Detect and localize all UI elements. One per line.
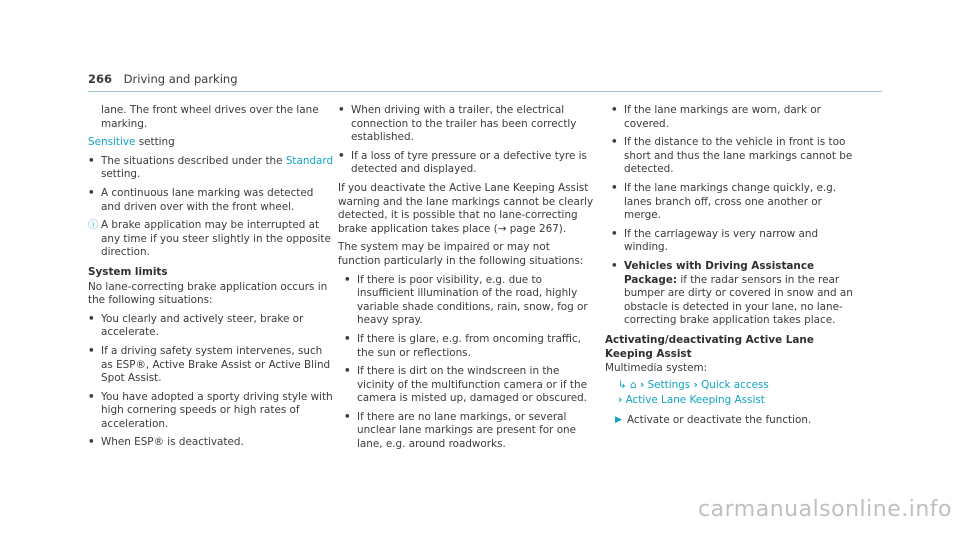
alka-link[interactable]: Active Lane Keeping Assist (625, 394, 765, 407)
page-header (88, 73, 238, 87)
list-item: • When driving with a trailer, the electrical connection to the trailer has been correctly established. (338, 104, 577, 144)
trailer-list (338, 104, 594, 177)
list-item: • If the lane markings change quickly, e.g. lanes branch off, cross one another or merge. (611, 181, 837, 222)
list-item: • When ESP® is deactivated. (88, 436, 244, 449)
list-item: • If a driving safety system intervenes, such as ESP®, Active Brake Assist or Active Blind Spot Assist. (88, 344, 331, 385)
quick-access-link[interactable]: Quick access (701, 378, 769, 391)
chevron-right-icon: › (618, 394, 623, 407)
list-item: • If a loss of tyre pressure or a defective tyre is detected and displayed. (338, 149, 587, 176)
list-item: • A continuous lane marking was detected and driven over with the front wheel. (88, 186, 314, 213)
activating-heading: Activating/deactivating Active Lane Keeping Assist (605, 333, 814, 360)
bullet-post: setting. (101, 168, 141, 181)
list-item: • If the distance to the vehicle in front is too short and thus the lane markings cannot be detected. (611, 136, 853, 176)
vehicles-text: if the radar sensors in the rear bumper are dirty or covered in snow and an obstacle is detected in your lane, no lane-correcting brake application takes place. (624, 273, 853, 327)
play-triangle-icon: ▶ (615, 414, 622, 425)
list-item: • If there is dirt on the windscreen in the vicinity of the multifunction camera or if the camera is misted up, damaged or obscured. (344, 365, 587, 405)
menu-path (605, 379, 860, 393)
list-item: • You clearly and actively steer, brake or accelerate. (88, 312, 304, 339)
info-note (88, 219, 336, 260)
standard-link[interactable]: Standard (285, 154, 334, 167)
list-item: • You have adopted a sporty driving style with high cornering speeds or high rates of acceleration. (88, 390, 333, 430)
action-step (605, 414, 860, 428)
bullet-pre: The situations described under the (101, 154, 286, 167)
system-limits-heading: System limits (88, 265, 168, 278)
note-text: A brake application may be interrupted at any time if you steer slightly in the opposite direction. (101, 219, 331, 259)
watermark: carmanualsonline.info (698, 497, 952, 522)
settings-link[interactable]: Settings (647, 378, 691, 391)
chevron-right-icon: › (693, 378, 698, 391)
conditions-list (605, 104, 860, 328)
sensitive-list (88, 155, 336, 214)
list-item: • If there is poor visibility, e.g. due to insufficient illumination of the road, highly variable shade conditions, rain, snow, fog or heavy spray. (344, 273, 588, 327)
sensitive-label: Sensitive (88, 136, 136, 149)
menu-path-line-2 (605, 394, 860, 408)
action-text: Activate or deactivate the function. (627, 413, 812, 426)
list-item: • If there is glare, e.g. from oncoming traffic, the sun or reflections. (344, 332, 581, 359)
limits-list (88, 313, 336, 450)
list-item: • Vehicles with Driving Assistance Package: if the radar sensors in the rear bumper are dirty or covered in snow and an obstacle is detected in your lane, no lane-correcting brake application takes place. (611, 259, 853, 327)
home-icon[interactable]: ⌂ (630, 378, 637, 391)
sensitive-heading (88, 136, 336, 150)
page-number: 266 (88, 72, 113, 86)
multimedia-label: Multimedia system: (605, 362, 708, 375)
intro-text: lane. The front wheel drives over the lane marking. (101, 104, 319, 130)
impaired-paragraph: The system may be impaired or may not function particularly in the following situations: (338, 241, 584, 267)
chevron-right-icon: › (639, 378, 645, 391)
list-item: • The situations described under the Standard setting. (88, 154, 334, 181)
info-icon: ⓘ (88, 219, 99, 232)
header-rule (88, 91, 882, 92)
sensitive-suffix: setting (138, 136, 175, 149)
deactivate-paragraph: If you deactivate the Active Lane Keeping Assist warning and the lane markings cannot be clearly detected, it is possible that no lane-correcting brake application takes place (→ page 267). (338, 181, 594, 235)
list-item: • If the carriageway is very narrow and winding. (611, 227, 819, 254)
list-item: • If there are no lane markings, or several unclear lane markings are present for one lane, e.g. around roadworks. (344, 410, 577, 451)
impaired-list (338, 274, 594, 452)
column-3 (605, 104, 860, 427)
vehicles-bold: Vehicles with Driving Assistance Package: (624, 259, 815, 286)
limits-intro: No lane-correcting brake application occurs in the following situations: (88, 280, 328, 307)
section-title: Driving and parking (123, 72, 238, 86)
list-item: • If the lane markings are worn, dark or covered. (611, 104, 821, 130)
column-2 (338, 104, 594, 457)
column-1 (88, 104, 336, 455)
enter-arrow-icon: ↳ (618, 378, 627, 391)
